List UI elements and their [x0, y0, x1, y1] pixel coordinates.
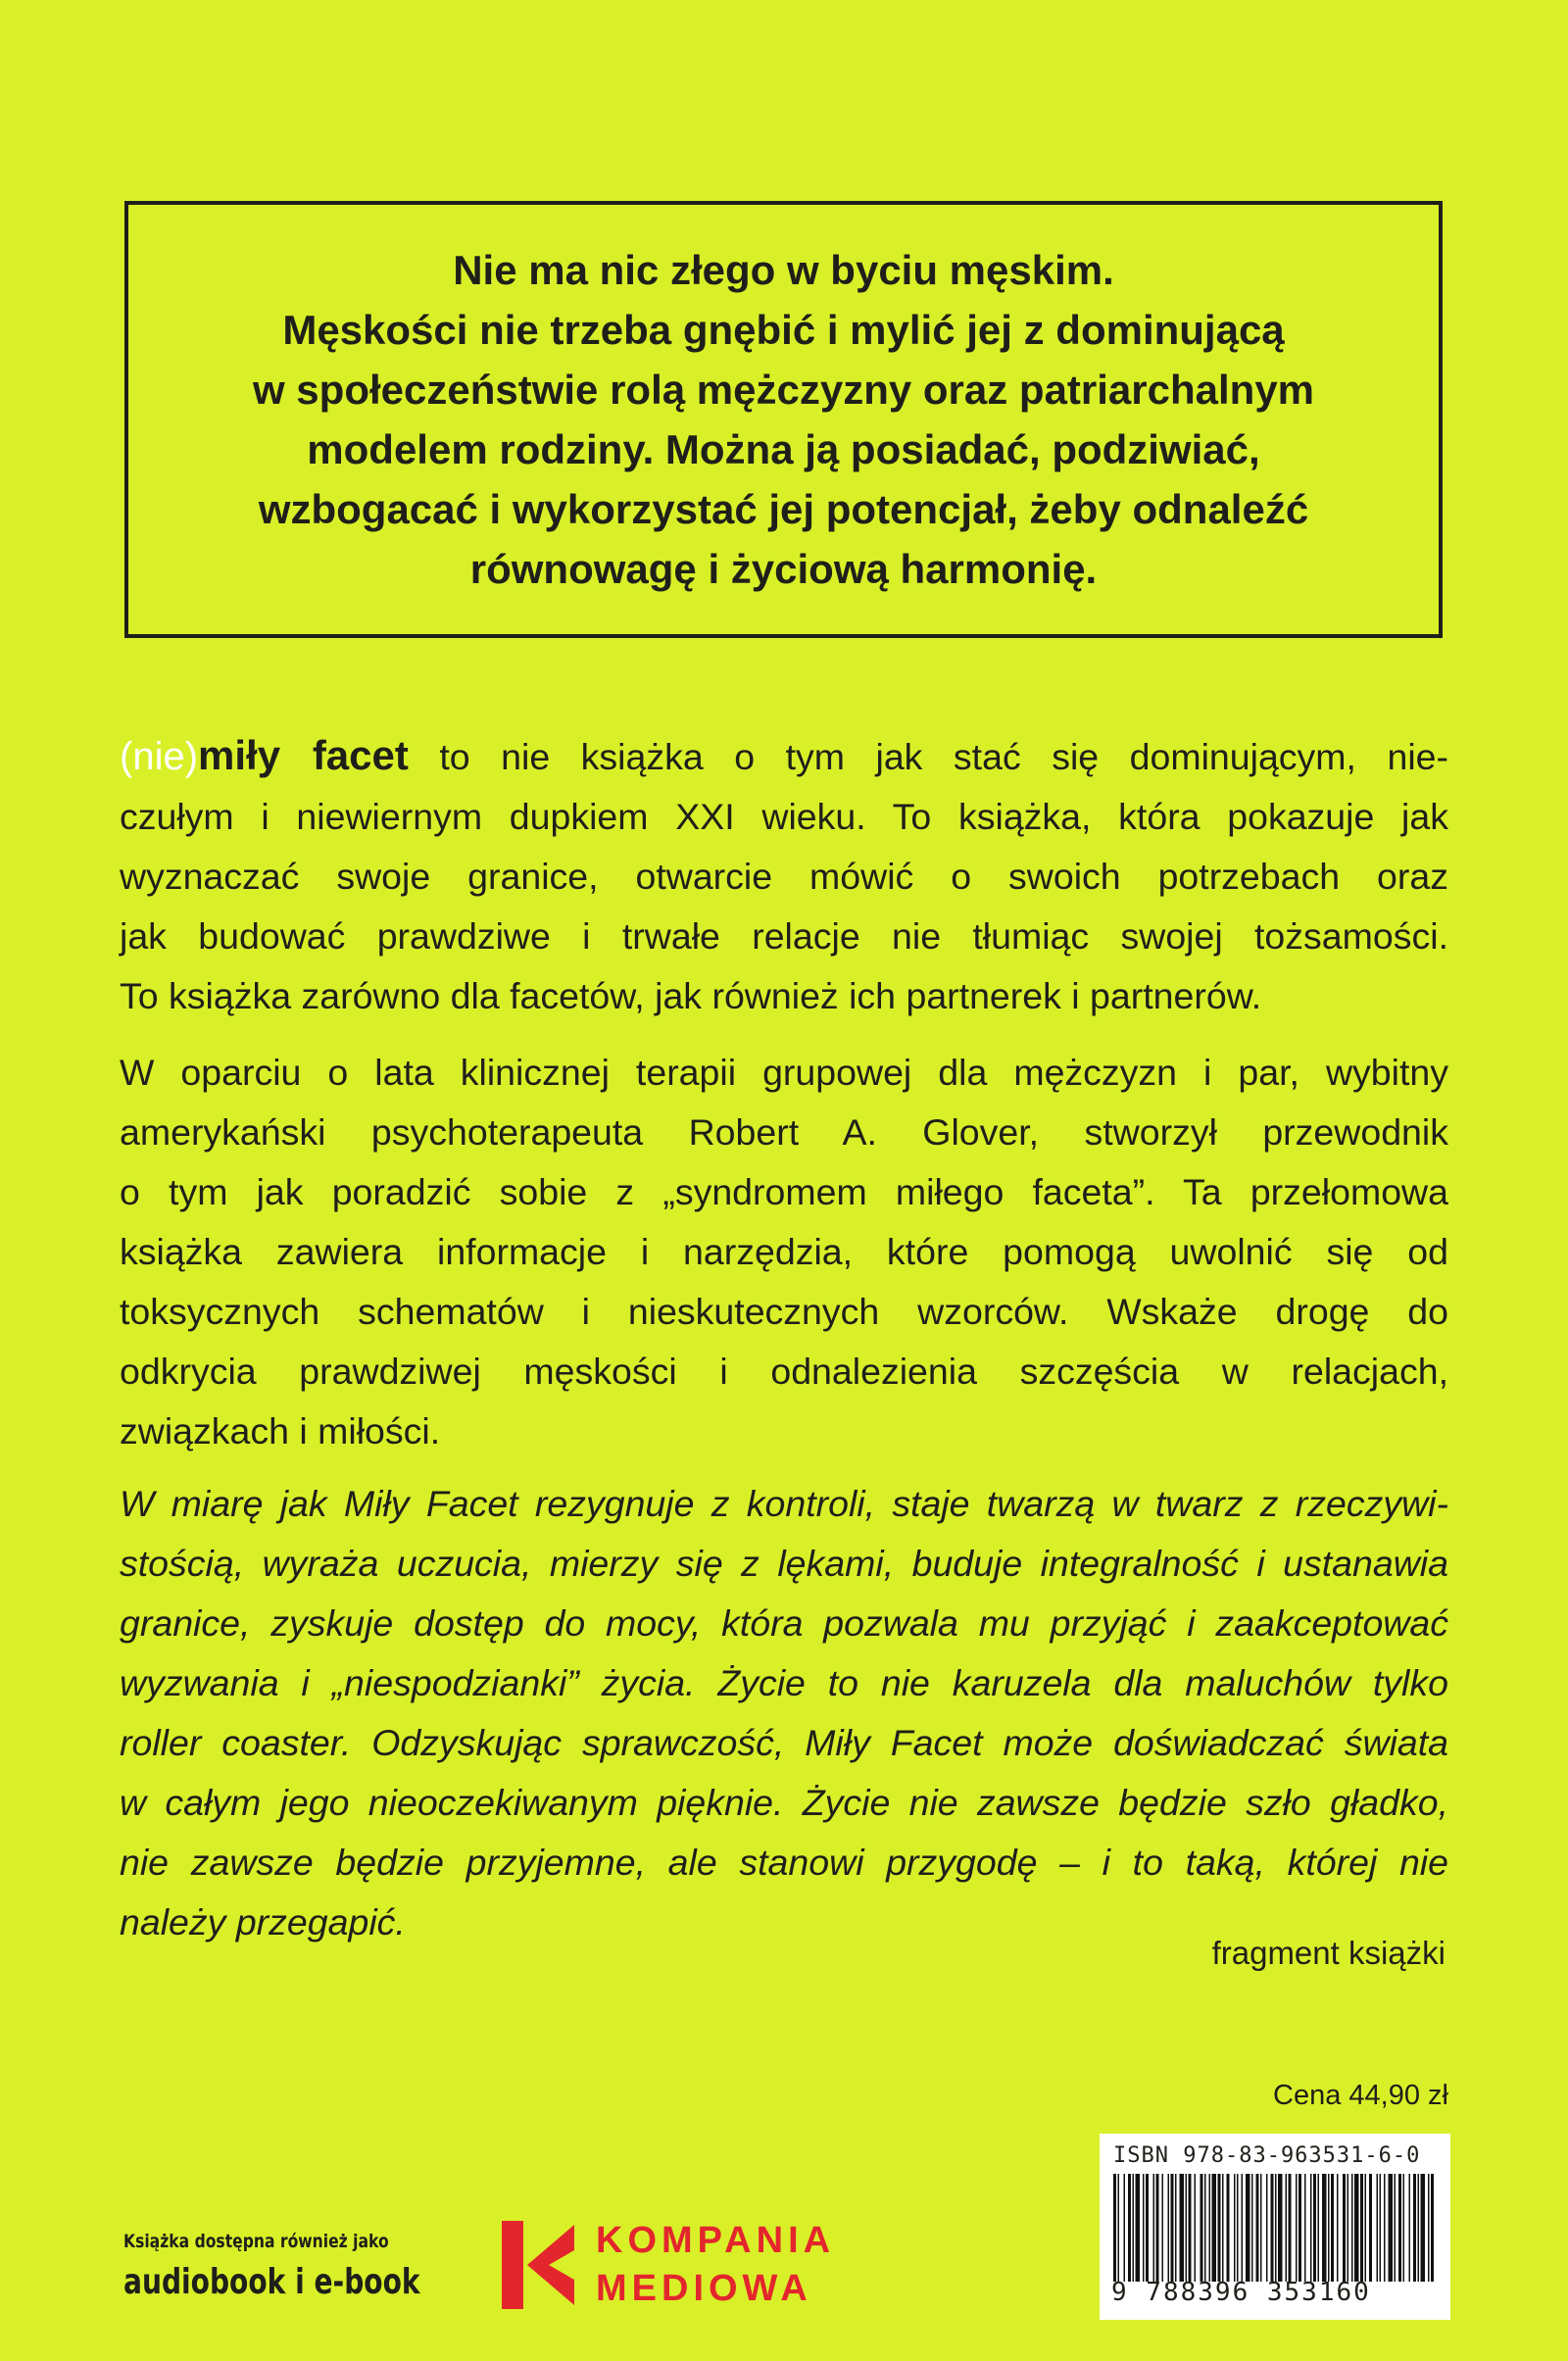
- description-paragraph-1: [120, 725, 1448, 1026]
- paragraph-line: W oparciu o lata klinicznej terapii grupowej dla mężczyzn i par, wybitny: [120, 1052, 1448, 1093]
- paragraph-line: związkach i miłości.: [120, 1410, 441, 1451]
- paragraph-line: książka zawiera informacje i narzędzia, które pomogą uwolnić się od: [120, 1231, 1448, 1272]
- quote-line: modelem rodziny. Można ją posiadać, podziwiać,: [307, 426, 1260, 472]
- quote-line: Męskości nie trzeba gnębić i mylić jej z dominującą: [282, 307, 1285, 353]
- excerpt-line: stością, wyraża uczucia, mierzy się z lękami, buduje integralność i ustanawia: [120, 1543, 1448, 1584]
- availability-line: Książka dostępna również jako: [123, 2231, 389, 2252]
- barcode-bars: [1111, 2174, 1439, 2282]
- excerpt-line: nie zawsze będzie przyjemne, ale stanowi przygodę – i to taką, której nie: [120, 1842, 1448, 1883]
- book-excerpt: [120, 1474, 1448, 1952]
- excerpt-line: granice, zyskuje dostęp do mocy, która pozwala mu przyjąć i zaakceptować: [120, 1602, 1448, 1644]
- excerpt-line: wyzwania i „niespodzianki” życia. Życie to nie karuzela dla maluchów tylko: [120, 1662, 1448, 1703]
- quote-line: równowagę i życiową harmonię.: [469, 546, 1098, 592]
- excerpt-line: w całym jego nieoczekiwanym pięknie. Życie nie zawsze będzie szło gładko,: [120, 1782, 1448, 1823]
- kompania-mediowa-logo-icon: [502, 2221, 580, 2309]
- quote-line: wzbogacać i wykorzystać jej potencjał, żeby odnaleźć: [258, 486, 1309, 532]
- publisher-name: [596, 2217, 835, 2313]
- publisher-name-line-1: KOMPANIA: [596, 2220, 836, 2261]
- excerpt-line: należy przegapić.: [120, 1901, 406, 1943]
- paragraph-line: wyznaczać swoje granice, otwarcie mówić o swoich potrzebach oraz: [120, 856, 1448, 897]
- barcode-digits: 9 788396 353160: [1111, 2278, 1371, 2307]
- paragraph-line: odkrycia prawdziwej męskości i odnalezienia szczęścia w relacjach,: [120, 1351, 1448, 1392]
- paragraph-line: To książka zarówno dla facetów, jak również ich partnerek i partnerów.: [120, 975, 1262, 1016]
- excerpt-line: W miarę jak Miły Facet rezygnuje z kontroli, staje twarzą w twarz z rzeczywi-: [120, 1483, 1448, 1524]
- availability-formats: audiobook i e-book: [123, 2262, 420, 2302]
- excerpt-line: roller coaster. Odzyskując sprawczość, Miły Facet może doświadczać świata: [120, 1722, 1448, 1763]
- paragraph-text: to nie książka o tym jak stać się dominującym, nie-: [408, 736, 1448, 777]
- availability-note: [123, 2231, 504, 2302]
- publisher-name-line-2: MEDIOWA: [596, 2268, 812, 2309]
- paragraph-line: jak budować prawdziwe i trwałe relacje nie tłumiąc swojej tożsamości.: [120, 915, 1448, 957]
- excerpt-attribution: fragment książki: [1211, 1935, 1446, 1971]
- quote-line: w społeczeństwie rolą mężczyzny oraz patriarchalnym: [252, 367, 1315, 413]
- book-title: miły facet: [198, 732, 409, 778]
- paragraph-line: o tym jak poradzić sobie z „syndromem miłego faceta”. Ta przełomowa: [120, 1171, 1448, 1212]
- publisher-logo: [502, 2217, 835, 2313]
- isbn-barcode: [1100, 2134, 1450, 2320]
- quote-box: [124, 201, 1443, 638]
- price-label: Cena 44,90 zł: [1273, 2080, 1448, 2111]
- isbn-number: ISBN 978-83-963531-6-0: [1113, 2143, 1421, 2168]
- paragraph-first-line: [120, 725, 1448, 787]
- paragraph-line: czułym i niewiernym dupkiem XXI wieku. To książka, która pokazuje jak: [120, 796, 1448, 837]
- description-paragraph-2: [120, 1043, 1448, 1461]
- paragraph-line: toksycznych schematów i nieskutecznych wzorców. Wskaże drogę do: [120, 1291, 1448, 1332]
- paragraph-line: amerykański psychoterapeuta Robert A. Glover, stworzył przewodnik: [120, 1111, 1448, 1153]
- quote-line: Nie ma nic złego w byciu męskim.: [453, 247, 1114, 293]
- book-title-prefix: (nie): [120, 735, 199, 778]
